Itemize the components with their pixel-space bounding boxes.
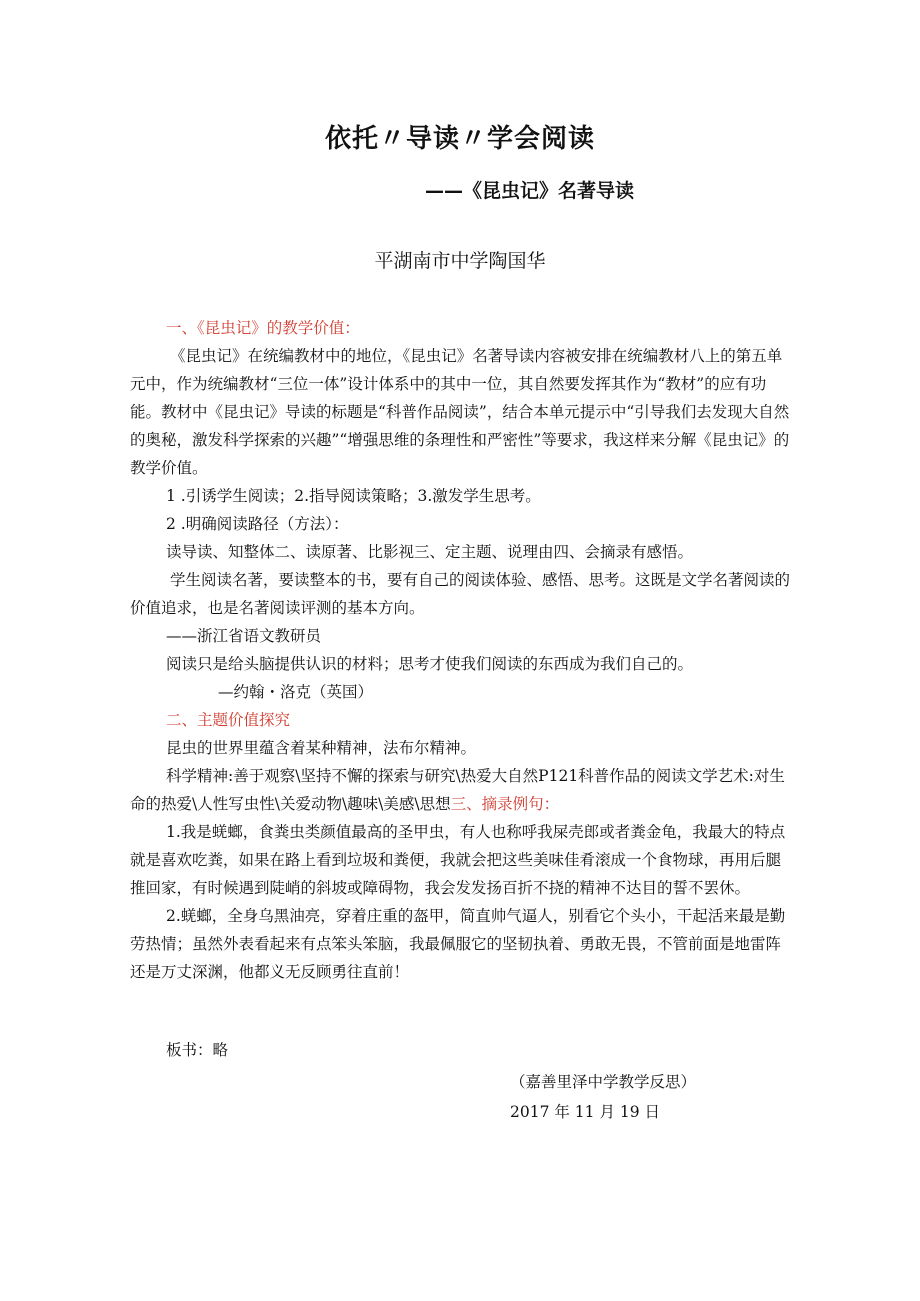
footer-note: （嘉善里泽中学教学反思）: [510, 1073, 697, 1091]
theme-line-1: 昆虫的世界里蕴含着某种精神，法布尔精神。: [166, 739, 477, 757]
quote-researcher: 学生阅读名著，要读整本的书，要有自己的阅读体验、感悟、思考。这既是文学名著阅读的价值追求，也是名著阅读评测的基本方向。: [130, 571, 791, 617]
signature-block: [510, 1067, 696, 1127]
quote-researcher-source: ——浙江省语文教研员: [166, 627, 322, 645]
theme-line-2-text: 科学精神:善于观察\坚持不懈的探索与研究\热爱大自然P121科普作品的阅读文学艺术:对生命的热爱\人性写虫性\关爱动物\趣味\美感\思想: [130, 767, 785, 813]
author-line: 平湖南市中学陶国华: [374, 250, 546, 272]
section-heading-excerpts: 三、摘录例句：: [450, 795, 560, 813]
paragraph-position: 《昆虫记》在统编教材中的地位，《昆虫记》名著导读内容被安排在统编教材八上的第五单元中，作为统编教材“三位一体”设计体系中的其中一位，其自然要发挥其作为“教材”的应有功能。教材中《昆虫记》导读的标题是“科普作品阅读”，结合本单元提示中“引导我们去发现大自然的奥秘，激发科学探索的兴趣”“增强思维的条理性和严密性”等要求，我这样来分解《昆虫记》的教学价值。: [130, 347, 790, 477]
reading-path: 读导读、知整体二、读原著、比影视三、定主题、说理由四、会摘录有感悟。: [166, 543, 694, 561]
quote-locke-source: —约翰・洛克（英国）: [218, 683, 374, 701]
example-2: 2.蜣螂，全身乌黑油亮，穿着庄重的盔甲，简直帅气逼人，别看它个头小，干起活来最是勤劳热情；虽然外表看起来有点笨头笨脑，我最佩服它的坚韧执着、勇敢无畏，不管前面是地雷阵还是万丈深渊，他都义无反顾勇往直前！: [130, 907, 786, 981]
example-1: 1.我是蜣螂，食粪虫类颜值最高的圣甲虫，有人也称呼我屎壳郎或者粪金龟，我最大的特点就是喜欢吃粪，如果在路上看到垃圾和粪便，我就会把这些美味佳肴滚成一个食物球，再用后腿推回家，有时候遇到陡峭的斜坡或障碍物，我会发发扬百折不挠的精神不达目的誓不罢休。: [130, 823, 786, 897]
list-item-2: 2 .明确阅读路径（方法）：: [166, 515, 349, 533]
footer-date: 2017 年 11 月 19 日: [510, 1103, 661, 1121]
document-title: 依托〃导读〃学会阅读: [324, 124, 595, 154]
quote-locke: 阅读只是给头脑提供认识的材料；思考才使我们阅读的东西成为我们自己的。: [166, 655, 694, 673]
document-subtitle: ——《昆虫记》名著导读: [425, 180, 635, 202]
section-heading-theme: 二、主题价值探究: [166, 711, 291, 729]
document-body: [130, 314, 790, 986]
list-item-1: 1 .引诱学生阅读；2.指导阅读策略；3.激发学生思考。: [166, 487, 541, 505]
board-note: 板书：略: [166, 1041, 229, 1059]
section-heading-teaching-value: 一、《昆虫记》的教学价值：: [166, 319, 360, 337]
theme-line-2: [130, 762, 790, 818]
